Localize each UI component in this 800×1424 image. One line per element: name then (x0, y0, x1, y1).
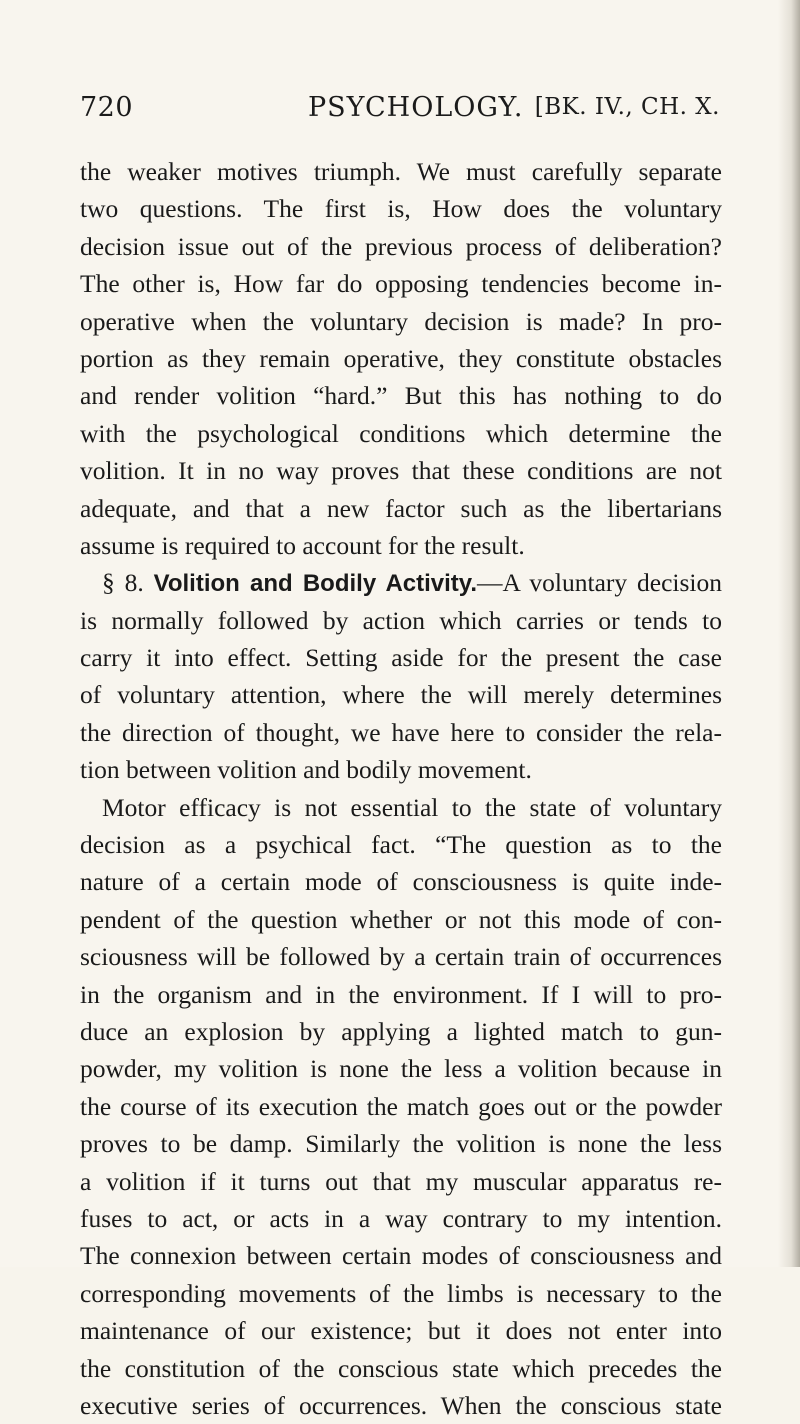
text-line: The other is, How far do opposing tendencies become in- (80, 269, 722, 299)
text-line: volition. It in no way proves that these conditions are not (80, 456, 722, 486)
text-line: is normally followed by action which carries or tends to (80, 605, 722, 635)
page-edge-shadow (778, 0, 800, 1267)
text-line: of voluntary attention, where the will merely determines (80, 680, 722, 710)
text-line: decision as a psychical fact. “The question as to the (80, 830, 722, 860)
section-heading-line (80, 564, 722, 601)
text-line: tion between volition and bodily movement. (80, 755, 532, 785)
text-line: adequate, and that a new factor such as the libertarians (80, 493, 722, 523)
page-header (80, 92, 720, 132)
text-line: a volition if it turns out that my muscular apparatus re- (80, 1166, 722, 1196)
text-line: The connexion between certain modes of consciousness and (80, 1241, 722, 1271)
section-heading: Volition and Bodily Activity. (153, 570, 478, 598)
text-line: portion as they remain operative, they constitute obstacles (80, 343, 722, 373)
text-line: decision issue out of the previous process of deliberation? (80, 231, 722, 261)
section-mark: § 8. (102, 568, 144, 598)
text-line: pendent of the question whether or not this mode of con- (80, 904, 722, 934)
text-line: with the psychological conditions which determine the (80, 418, 722, 448)
running-title: PSYCHOLOGY. (308, 92, 524, 123)
section-first-line-text: —A voluntary decision (477, 568, 722, 598)
text-line: the direction of thought, we have here to consider the rela- (80, 717, 722, 747)
text-line: Motor efficacy is not essential to the state of voluntary (102, 792, 722, 822)
page-number: 720 (80, 92, 134, 123)
text-line: sciousness will be followed by a certain train of occurrences (80, 942, 722, 972)
text-line: carry it into effect. Setting aside for the present the case (80, 643, 722, 673)
text-line: the course of its execution the match goes out or the powder (80, 1091, 722, 1121)
text-line: fuses to act, or acts in a way contrary to my intention. (80, 1203, 722, 1233)
text-line: the weaker motives triumph. We must carefully separate (80, 157, 722, 186)
text-line: in the organism and in the environment. If I will to pro- (80, 979, 722, 1009)
text-line: and render volition “hard.” But this has nothing to do (80, 381, 722, 411)
text-line: two questions. The first is, How does the voluntary (80, 194, 722, 224)
text-line: the constitution of the conscious state which precedes the (80, 1353, 722, 1383)
text-line: corresponding movements of the limbs is necessary to the (80, 1278, 722, 1308)
text-line: powder, my volition is none the less a volition because in (80, 1054, 722, 1084)
text-line: operative when the voluntary decision is made? In pro- (80, 306, 722, 336)
body-text (80, 153, 722, 1424)
text-line: assume is required to account for the result. (80, 530, 525, 560)
text-line: proves to be damp. Similarly the volition is none the less (80, 1129, 722, 1159)
text-line: duce an explosion by applying a lighted match to gun- (80, 1016, 722, 1046)
text-line: executive series of occurrences. When the conscious state (80, 1390, 722, 1420)
text-line: nature of a certain mode of consciousness is quite inde- (80, 867, 722, 897)
section-reference: [BK. IV., CH. X. (534, 94, 720, 120)
text-line: maintenance of our existence; but it does not enter into (80, 1316, 722, 1346)
